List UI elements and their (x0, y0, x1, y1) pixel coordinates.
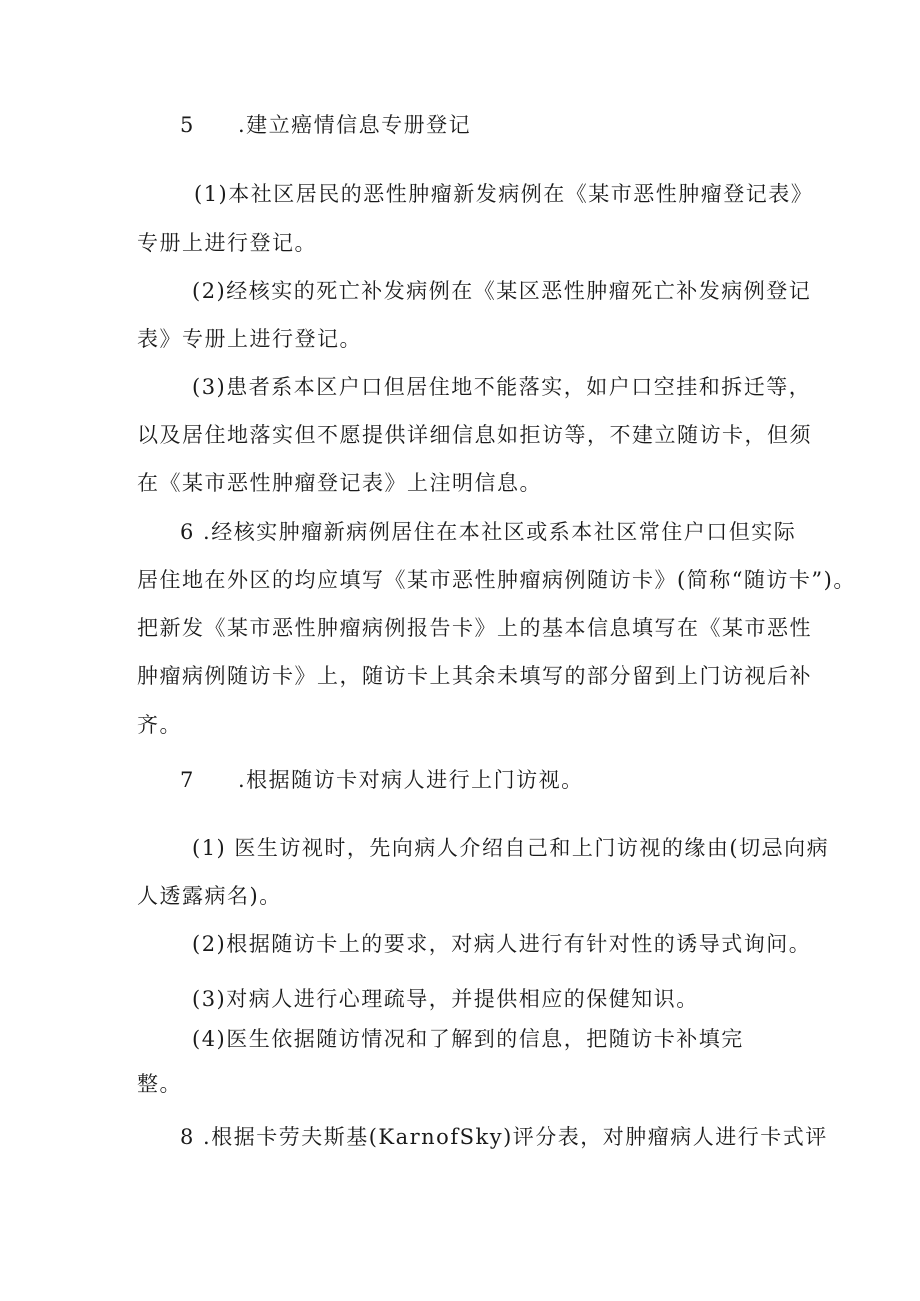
section-5-item-1-line-1: (1)本社区居民的恶性肿瘤新发病例在《某市恶性肿瘤登记表》 (194, 182, 814, 206)
section-5-title: .建立癌情信息专册登记 (238, 113, 472, 137)
section-7-item-4-line-2: 整。 (137, 1072, 182, 1096)
section-6-line-1: 6 .经核实肿瘤新病例居住在本社区或系本社区常住户口但实际 (180, 520, 797, 544)
section-8-line-1: 8 .根据卡劳夫斯基(KarnofSky)评分表，对肿瘤病人进行卡式评 (180, 1125, 828, 1149)
section-7-heading (180, 766, 835, 794)
section-5-item-2-line-2: 表》专册上进行登记。 (137, 327, 362, 351)
section-5-item-3-line-3: 在《某市恶性肿瘤登记表》上注明信息。 (137, 471, 542, 495)
section-5-item-3-line-2: 以及居住地落实但不愿提供详细信息如拒访等，不建立随访卡，但须 (137, 423, 812, 447)
section-6-line-5: 齐。 (137, 713, 182, 737)
section-5-item-3-line-1: (3)患者系本区户口但居住地不能落实，如户口空挂和拆迁等， (192, 375, 812, 399)
section-5-number: 5 (180, 113, 195, 137)
section-7-item-4-line-1: (4)医生依据随访情况和了解到的信息，把随访卡补填完 (192, 1027, 744, 1051)
section-5-heading (180, 111, 835, 139)
section-7-number: 7 (180, 768, 195, 792)
section-7-item-3: (3)对病人进行心理疏导，并提供相应的保健知识。 (192, 987, 699, 1011)
section-5-item-1-line-2: 专册上进行登记。 (137, 231, 317, 255)
section-7-item-2: (2)根据随访卡上的要求，对病人进行有针对性的诱导式询问。 (192, 932, 812, 956)
section-7-item-1-line-2: 人透露病名)。 (137, 884, 282, 908)
section-6-line-3: 把新发《某市恶性肿瘤病例报告卡》上的基本信息填写在《某市恶性 (137, 616, 812, 640)
section-6-line-2: 居住地在外区的均应填写《某市恶性肿瘤病例随访卡》(简称“随访卡”)。 (137, 568, 856, 592)
section-7-title: .根据随访卡对病人进行上门访视。 (238, 768, 584, 792)
section-7-item-1-line-1: (1) 医生访视时，先向病人介绍自己和上门访视的缘由(切忌向病 (192, 836, 830, 860)
section-5-item-2-line-1: (2)经核实的死亡补发病例在《某区恶性肿瘤死亡补发病例登记 (192, 279, 812, 303)
section-6-line-4: 肿瘤病例随访卡》上，随访卡上其余未填写的部分留到上门访视后补 (137, 664, 812, 688)
